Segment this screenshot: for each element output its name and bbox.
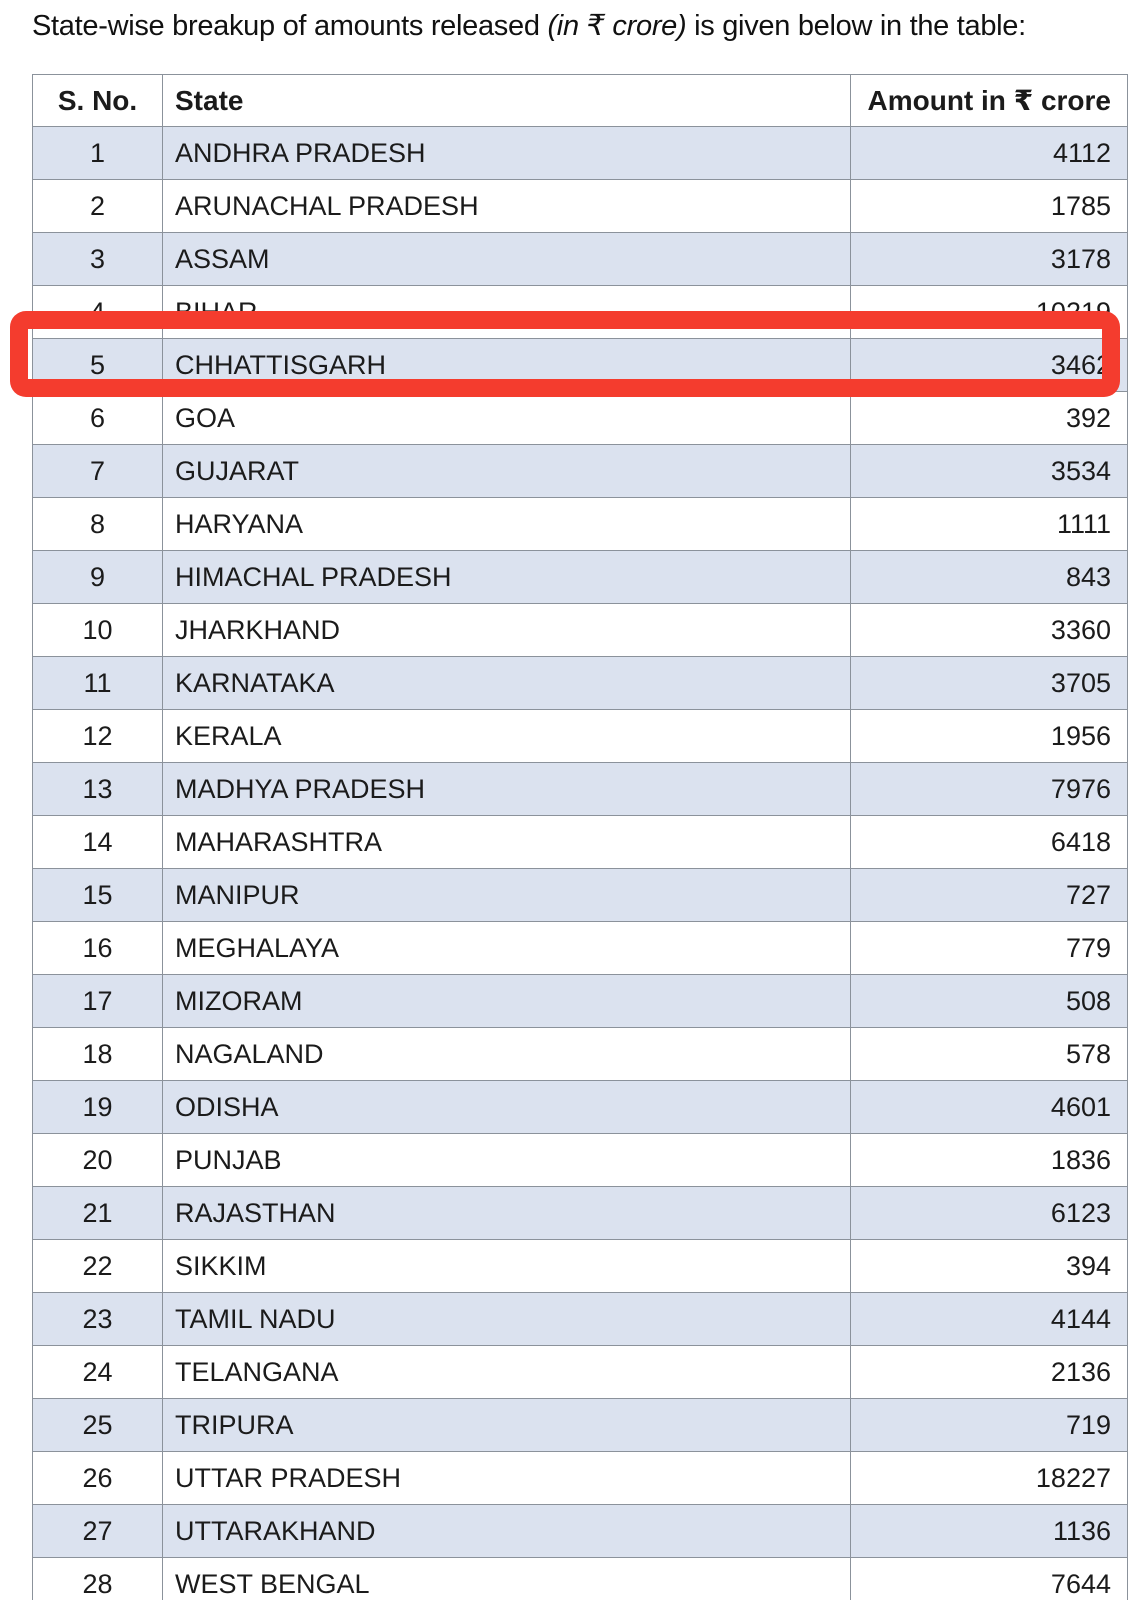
cell-state: MAHARASHTRA: [163, 816, 851, 869]
cell-sno: 17: [33, 975, 163, 1028]
title-suffix: is given below in the table:: [686, 10, 1026, 42]
cell-state: ANDHRA PRADESH: [163, 127, 851, 180]
cell-amount: 3462: [851, 339, 1128, 392]
cell-sno: 11: [33, 657, 163, 710]
cell-state: KERALA: [163, 710, 851, 763]
cell-amount: 1136: [851, 1505, 1128, 1558]
page-title: [0, 0, 1131, 44]
cell-sno: 6: [33, 392, 163, 445]
table-row: [33, 392, 1128, 445]
cell-state: ASSAM: [163, 233, 851, 286]
cell-amount: 4112: [851, 127, 1128, 180]
table-row: [33, 869, 1128, 922]
cell-state: ODISHA: [163, 1081, 851, 1134]
cell-amount: 6123: [851, 1187, 1128, 1240]
cell-amount: 1956: [851, 710, 1128, 763]
cell-state: CHHATTISGARH: [163, 339, 851, 392]
cell-sno: 20: [33, 1134, 163, 1187]
cell-sno: 13: [33, 763, 163, 816]
cell-amount: 4601: [851, 1081, 1128, 1134]
cell-amount: 843: [851, 551, 1128, 604]
cell-amount: 779: [851, 922, 1128, 975]
cell-amount: 18227: [851, 1452, 1128, 1505]
cell-state: MEGHALAYA: [163, 922, 851, 975]
table-row: [33, 1293, 1128, 1346]
cell-sno: 28: [33, 1558, 163, 1600]
table-row: [33, 1028, 1128, 1081]
cell-amount: 392: [851, 392, 1128, 445]
table-row: [33, 1134, 1128, 1187]
cell-sno: 27: [33, 1505, 163, 1558]
cell-sno: 12: [33, 710, 163, 763]
table-header-row: [33, 75, 1128, 127]
table-row: [33, 1187, 1128, 1240]
table-row: [33, 233, 1128, 286]
cell-state: TRIPURA: [163, 1399, 851, 1452]
table-row: [33, 498, 1128, 551]
table-row: [33, 975, 1128, 1028]
table-row: [33, 127, 1128, 180]
cell-sno: 7: [33, 445, 163, 498]
cell-sno: 8: [33, 498, 163, 551]
cell-state: MANIPUR: [163, 869, 851, 922]
cell-state: MIZORAM: [163, 975, 851, 1028]
table-row: [33, 604, 1128, 657]
table-row: [33, 816, 1128, 869]
cell-state: BIHAR: [163, 286, 851, 339]
cell-state: UTTARAKHAND: [163, 1505, 851, 1558]
cell-sno: 19: [33, 1081, 163, 1134]
cell-sno: 5: [33, 339, 163, 392]
cell-sno: 23: [33, 1293, 163, 1346]
cell-state: WEST BENGAL: [163, 1558, 851, 1600]
cell-amount: 1836: [851, 1134, 1128, 1187]
header-state: State: [163, 75, 851, 127]
cell-amount: 727: [851, 869, 1128, 922]
table-row: [33, 1558, 1128, 1600]
header-amount: Amount in ₹ crore: [851, 75, 1128, 127]
cell-amount: 3705: [851, 657, 1128, 710]
cell-state: JHARKHAND: [163, 604, 851, 657]
table-row: [33, 763, 1128, 816]
cell-state: TELANGANA: [163, 1346, 851, 1399]
cell-sno: 9: [33, 551, 163, 604]
cell-amount: 578: [851, 1028, 1128, 1081]
table-row: [33, 445, 1128, 498]
table-row: [33, 922, 1128, 975]
table-row: [33, 657, 1128, 710]
cell-state: PUNJAB: [163, 1134, 851, 1187]
cell-amount: 719: [851, 1399, 1128, 1452]
table-row: [33, 551, 1128, 604]
table-row: [33, 1399, 1128, 1452]
cell-sno: 25: [33, 1399, 163, 1452]
cell-amount: 3534: [851, 445, 1128, 498]
table-row: [33, 710, 1128, 763]
cell-amount: 1111: [851, 498, 1128, 551]
table-row: [33, 1081, 1128, 1134]
cell-amount: 10219: [851, 286, 1128, 339]
cell-state: TAMIL NADU: [163, 1293, 851, 1346]
header-sno: S. No.: [33, 75, 163, 127]
cell-state: SIKKIM: [163, 1240, 851, 1293]
table-body: [33, 127, 1128, 1600]
cell-state: RAJASTHAN: [163, 1187, 851, 1240]
cell-sno: 10: [33, 604, 163, 657]
cell-sno: 24: [33, 1346, 163, 1399]
table-row: [33, 1452, 1128, 1505]
cell-amount: 394: [851, 1240, 1128, 1293]
cell-sno: 18: [33, 1028, 163, 1081]
table-row: [33, 1346, 1128, 1399]
cell-amount: 7644: [851, 1558, 1128, 1600]
table-row: [33, 1505, 1128, 1558]
cell-state: HARYANA: [163, 498, 851, 551]
cell-sno: 26: [33, 1452, 163, 1505]
cell-amount: 7976: [851, 763, 1128, 816]
cell-amount: 3178: [851, 233, 1128, 286]
cell-sno: 15: [33, 869, 163, 922]
state-amounts-table: [32, 74, 1128, 1600]
cell-state: GOA: [163, 392, 851, 445]
cell-state: UTTAR PRADESH: [163, 1452, 851, 1505]
table-row: [33, 339, 1128, 392]
cell-state: NAGALAND: [163, 1028, 851, 1081]
cell-sno: 14: [33, 816, 163, 869]
cell-state: HIMACHAL PRADESH: [163, 551, 851, 604]
title-italic-crore-note: (in ₹ crore): [547, 10, 687, 42]
cell-state: KARNATAKA: [163, 657, 851, 710]
cell-sno: 22: [33, 1240, 163, 1293]
cell-amount: 6418: [851, 816, 1128, 869]
cell-sno: 3: [33, 233, 163, 286]
table-row: [33, 286, 1128, 339]
cell-sno: 16: [33, 922, 163, 975]
cell-sno: 4: [33, 286, 163, 339]
cell-sno: 2: [33, 180, 163, 233]
cell-amount: 508: [851, 975, 1128, 1028]
cell-state: GUJARAT: [163, 445, 851, 498]
title-prefix: State-wise breakup of amounts released: [32, 10, 548, 42]
cell-amount: 4144: [851, 1293, 1128, 1346]
cell-amount: 2136: [851, 1346, 1128, 1399]
cell-sno: 21: [33, 1187, 163, 1240]
table-row: [33, 180, 1128, 233]
cell-state: MADHYA PRADESH: [163, 763, 851, 816]
cell-sno: 1: [33, 127, 163, 180]
table-row: [33, 1240, 1128, 1293]
cell-amount: 1785: [851, 180, 1128, 233]
cell-amount: 3360: [851, 604, 1128, 657]
cell-state: ARUNACHAL PRADESH: [163, 180, 851, 233]
